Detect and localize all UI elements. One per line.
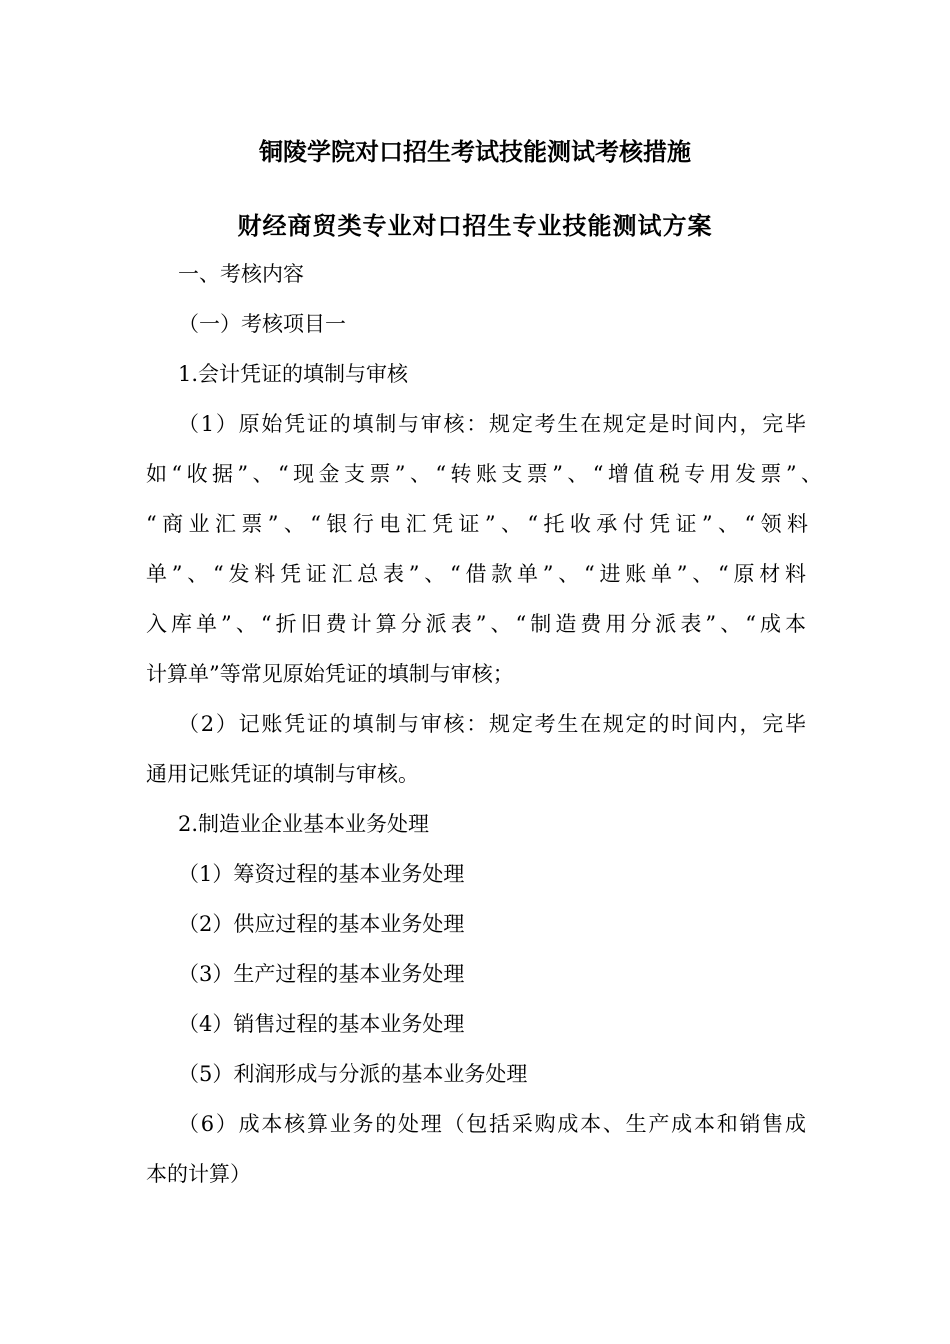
document-title: 铜陵学院对口招生考试技能测试考核措施 xyxy=(259,138,691,166)
document-subtitle: 财经商贸类专业对口招生专业技能测试方案 xyxy=(237,212,713,240)
paragraph-line: 计算单”等常见原始凭证的填制与审核； xyxy=(146,662,514,686)
paragraph-line: 入库单”、“折旧费计算分派表”、“制造费用分派表”、“成本 xyxy=(146,612,806,636)
list-item: （4）销售过程的基本业务处理 xyxy=(178,1012,465,1036)
item-heading: 1.会计凭证的填制与审核 xyxy=(178,362,409,386)
item-heading: 2.制造业企业基本业务处理 xyxy=(178,812,430,836)
list-item: （5）利润形成与分派的基本业务处理 xyxy=(178,1062,528,1086)
list-item-continuation: 本的计算） xyxy=(146,1162,251,1186)
paragraph-line: 如“收据”、“现金支票”、“转账支票”、“增值税专用发票”、 xyxy=(146,462,822,486)
list-item: （3）生产过程的基本业务处理 xyxy=(178,962,465,986)
subsection-heading: （一）考核项目一 xyxy=(178,312,346,336)
paragraph-line: （2）记账凭证的填制与审核：规定考生在规定的时间内，完毕 xyxy=(178,712,806,736)
paragraph-line: （1）原始凭证的填制与审核：规定考生在规定是时间内，完毕 xyxy=(178,412,806,436)
paragraph-line: 单”、“发料凭证汇总表”、“借款单”、“进账单”、“原材料 xyxy=(146,562,806,586)
section-heading: 一、考核内容 xyxy=(178,262,304,286)
list-item: （2）供应过程的基本业务处理 xyxy=(178,912,465,936)
list-item: （1）筹资过程的基本业务处理 xyxy=(178,862,465,886)
paragraph-line: “商业汇票”、“银行电汇凭证”、“托收承付凭证”、“领料 xyxy=(146,512,808,536)
paragraph-line: 通用记账凭证的填制与审核。 xyxy=(146,762,419,786)
list-item: （6）成本核算业务的处理（包括采购成本、生产成本和销售成 xyxy=(178,1112,806,1136)
